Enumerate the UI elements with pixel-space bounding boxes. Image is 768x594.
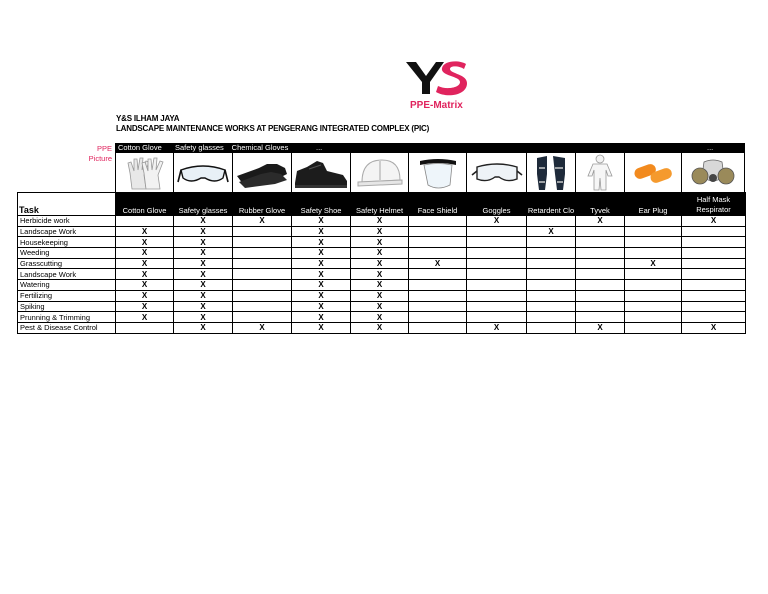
half-mask-respirator-icon xyxy=(690,156,736,190)
ppe-required-cell xyxy=(625,248,682,259)
ppe-required-cell: X xyxy=(467,322,527,333)
task-cell: Landscape Work xyxy=(18,269,116,280)
table-row xyxy=(18,290,746,301)
ppe-required-cell: X xyxy=(682,216,746,227)
ppe-required-cell: X xyxy=(351,290,409,301)
ppe-required-cell xyxy=(625,226,682,237)
ppe-required-cell xyxy=(467,248,527,259)
band-item-chemical-gloves: Chemical Gloves xyxy=(231,143,289,152)
ppe-required-cell xyxy=(233,269,292,280)
ppe-required-cell xyxy=(467,269,527,280)
task-cell: Pest & Disease Control xyxy=(18,322,116,333)
ppe-label: PPE xyxy=(96,144,112,153)
ppe-required-cell: X xyxy=(292,216,351,227)
column-header: Safety glasses xyxy=(174,193,233,216)
ppe-required-cell xyxy=(409,290,467,301)
ppe-required-cell: X xyxy=(116,312,174,323)
ppe-required-cell: X xyxy=(409,258,467,269)
ppe-required-cell xyxy=(682,237,746,248)
ppe-required-cell xyxy=(409,248,467,259)
ppe-required-cell: X xyxy=(351,312,409,323)
ppe-required-cell xyxy=(233,312,292,323)
ppe-required-cell: X xyxy=(174,322,233,333)
ppe-required-cell: X xyxy=(351,237,409,248)
ppe-required-cell: X xyxy=(174,290,233,301)
ppe-required-cell xyxy=(682,248,746,259)
safety-shoe-icon xyxy=(293,157,349,189)
table-row xyxy=(18,237,746,248)
band-item-cotton-glove: Cotton Glove xyxy=(118,143,162,152)
cotton-glove-icon xyxy=(122,155,168,191)
ppe-required-cell xyxy=(409,269,467,280)
task-cell: Fertilizing xyxy=(18,290,116,301)
table-row xyxy=(18,216,746,227)
task-cell: Grasscutting xyxy=(18,258,116,269)
safety-shoe-picture xyxy=(291,153,350,193)
column-header: Rubber Glove xyxy=(233,193,292,216)
project-title: LANDSCAPE MAINTENANCE WORKS AT PENGERANG INTEGRATED COMPLEX (PIC) xyxy=(116,124,430,133)
ppe-required-cell xyxy=(682,269,746,280)
ppe-required-cell xyxy=(682,226,746,237)
ppe-required-cell xyxy=(625,269,682,280)
ppe-required-cell xyxy=(682,280,746,291)
ppe-required-cell: X xyxy=(527,226,576,237)
ppe-required-cell xyxy=(233,290,292,301)
table-header-row xyxy=(18,193,746,216)
ppe-required-cell xyxy=(576,312,625,323)
ppe-required-cell: X xyxy=(174,280,233,291)
ppe-required-cell xyxy=(576,301,625,312)
ppe-required-cell: X xyxy=(174,312,233,323)
ys-logo-icon xyxy=(404,58,470,98)
task-cell: Landscape Work xyxy=(18,226,116,237)
company-name: Y&S ILHAM JAYA xyxy=(116,114,180,123)
ppe-required-cell xyxy=(409,216,467,227)
task-cell: Spiking xyxy=(18,301,116,312)
ppe-required-cell xyxy=(682,312,746,323)
ppe-matrix-table xyxy=(17,192,746,334)
ppe-required-cell xyxy=(625,280,682,291)
safety-helmet-picture xyxy=(350,153,408,193)
ppe-required-cell: X xyxy=(351,269,409,280)
ppe-required-cell xyxy=(233,301,292,312)
task-cell: Prunning & Trimming xyxy=(18,312,116,323)
ppe-required-cell xyxy=(576,269,625,280)
retardant-clothing-picture xyxy=(526,153,575,193)
band-item-safety-glasses: Safety glasses xyxy=(175,143,224,152)
ppe-required-cell: X xyxy=(116,237,174,248)
ppe-required-cell xyxy=(467,290,527,301)
ppe-required-cell: X xyxy=(116,290,174,301)
ppe-required-cell xyxy=(467,237,527,248)
ppe-required-cell xyxy=(527,301,576,312)
ppe-required-cell xyxy=(682,301,746,312)
task-column-header: Task xyxy=(18,193,116,216)
ppe-required-cell: X xyxy=(292,301,351,312)
column-header: Ear Plug xyxy=(625,193,682,216)
ppe-required-cell xyxy=(576,226,625,237)
ppe-required-cell xyxy=(527,269,576,280)
half-mask-picture xyxy=(681,153,745,193)
ppe-required-cell: X xyxy=(116,258,174,269)
ppe-required-cell: X xyxy=(351,322,409,333)
ppe-required-cell: X xyxy=(174,248,233,259)
ppe-required-cell: X xyxy=(351,280,409,291)
ppe-required-cell: X xyxy=(292,258,351,269)
task-cell: Watering xyxy=(18,280,116,291)
ppe-required-cell xyxy=(625,237,682,248)
ppe-required-cell xyxy=(625,312,682,323)
ppe-required-cell: X xyxy=(576,322,625,333)
table-row xyxy=(18,258,746,269)
ppe-required-cell xyxy=(682,258,746,269)
ppe-required-cell xyxy=(576,248,625,259)
ppe-required-cell xyxy=(625,290,682,301)
retardant-clothing-icon xyxy=(533,154,569,192)
ppe-required-cell xyxy=(233,248,292,259)
ppe-required-cell xyxy=(682,290,746,301)
ppe-required-cell xyxy=(576,280,625,291)
ppe-required-cell: X xyxy=(292,226,351,237)
ear-plug-picture xyxy=(624,153,681,193)
ppe-required-cell xyxy=(527,216,576,227)
ppe-required-cell: X xyxy=(292,290,351,301)
table-row xyxy=(18,322,746,333)
ppe-required-cell xyxy=(409,226,467,237)
ppe-required-cell: X xyxy=(351,226,409,237)
ppe-required-cell: X xyxy=(174,269,233,280)
company-logo xyxy=(404,58,470,98)
band-item-ellipsis: ... xyxy=(316,143,323,152)
ppe-required-cell xyxy=(233,237,292,248)
ppe-required-cell xyxy=(467,312,527,323)
ppe-required-cell xyxy=(527,280,576,291)
task-cell: Housekeeping xyxy=(18,237,116,248)
ppe-required-cell xyxy=(467,280,527,291)
safety-glasses-picture xyxy=(173,153,232,193)
column-header: Half Mask Respirator xyxy=(682,193,746,216)
ppe-required-cell: X xyxy=(174,226,233,237)
cotton-glove-picture xyxy=(115,153,173,193)
ppe-required-cell xyxy=(116,322,174,333)
ppe-required-cell xyxy=(409,301,467,312)
ppe-required-cell xyxy=(467,258,527,269)
ppe-required-cell xyxy=(576,258,625,269)
ppe-required-cell: X xyxy=(292,322,351,333)
ppe-required-cell: X xyxy=(292,248,351,259)
tyvek-picture xyxy=(575,153,624,193)
ppe-required-cell xyxy=(527,322,576,333)
ppe-required-cell: X xyxy=(116,301,174,312)
ppe-required-cell xyxy=(527,248,576,259)
ppe-required-cell: X xyxy=(174,258,233,269)
ppe-required-cell: X xyxy=(351,216,409,227)
ppe-required-cell xyxy=(467,301,527,312)
ppe-required-cell xyxy=(527,258,576,269)
ppe-required-cell: X xyxy=(233,216,292,227)
ppe-required-cell: X xyxy=(116,269,174,280)
ppe-required-cell: X xyxy=(292,280,351,291)
table-row xyxy=(18,301,746,312)
rubber-glove-picture xyxy=(232,153,291,193)
ear-plug-icon xyxy=(630,158,676,188)
column-header: Tyvek xyxy=(576,193,625,216)
ppe-required-cell: X xyxy=(116,248,174,259)
safety-helmet-icon xyxy=(356,156,404,190)
goggles-picture xyxy=(466,153,526,193)
ppe-required-cell xyxy=(409,237,467,248)
ppe-required-cell: X xyxy=(116,226,174,237)
rubber-glove-icon xyxy=(235,158,289,188)
ppe-required-cell xyxy=(116,216,174,227)
tyvek-suit-icon xyxy=(585,154,615,192)
ppe-required-cell xyxy=(409,312,467,323)
ppe-required-cell xyxy=(409,322,467,333)
column-header: Cotton Glove xyxy=(116,193,174,216)
column-header: Retardent Clo xyxy=(527,193,576,216)
table-row xyxy=(18,248,746,259)
ppe-required-cell xyxy=(576,237,625,248)
ppe-required-cell xyxy=(527,312,576,323)
ppe-required-cell xyxy=(409,280,467,291)
ppe-required-cell: X xyxy=(351,248,409,259)
task-cell: Herbicide work xyxy=(18,216,116,227)
column-header: Goggles xyxy=(467,193,527,216)
face-shield-picture xyxy=(408,153,466,193)
ppe-required-cell: X xyxy=(351,301,409,312)
column-header: Safety Shoe xyxy=(292,193,351,216)
ppe-required-cell xyxy=(576,290,625,301)
ppe-required-cell xyxy=(625,301,682,312)
ppe-required-cell xyxy=(527,237,576,248)
ppe-required-cell: X xyxy=(233,322,292,333)
ppe-required-cell: X xyxy=(292,269,351,280)
ppe-required-cell: X xyxy=(351,258,409,269)
task-cell: Weeding xyxy=(18,248,116,259)
ppe-required-cell xyxy=(625,322,682,333)
table-row xyxy=(18,280,746,291)
table-row xyxy=(18,312,746,323)
ppe-required-cell: X xyxy=(174,216,233,227)
ppe-required-cell: X xyxy=(174,301,233,312)
ppe-required-cell: X xyxy=(467,216,527,227)
ppe-required-cell: X xyxy=(625,258,682,269)
ppe-required-cell xyxy=(233,258,292,269)
band-item-ellipsis: ... xyxy=(707,143,714,152)
table-row xyxy=(18,226,746,237)
table-row xyxy=(18,269,746,280)
goggles-icon xyxy=(471,159,523,187)
safety-glasses-icon xyxy=(177,158,229,188)
column-header: Face Shield xyxy=(409,193,467,216)
ppe-required-cell: X xyxy=(292,237,351,248)
ppe-required-cell xyxy=(233,226,292,237)
ppe-required-cell: X xyxy=(576,216,625,227)
face-shield-icon xyxy=(416,155,460,191)
ppe-matrix-subtitle: PPE-Matrix xyxy=(410,100,463,111)
ppe-required-cell xyxy=(527,290,576,301)
ppe-required-cell xyxy=(625,216,682,227)
ppe-required-cell: X xyxy=(116,280,174,291)
column-header: Safety Helmet xyxy=(351,193,409,216)
ppe-required-cell: X xyxy=(174,237,233,248)
ppe-required-cell xyxy=(233,280,292,291)
ppe-required-cell: X xyxy=(682,322,746,333)
ppe-required-cell: X xyxy=(292,312,351,323)
picture-label: Picture xyxy=(88,154,112,163)
ppe-required-cell xyxy=(467,226,527,237)
